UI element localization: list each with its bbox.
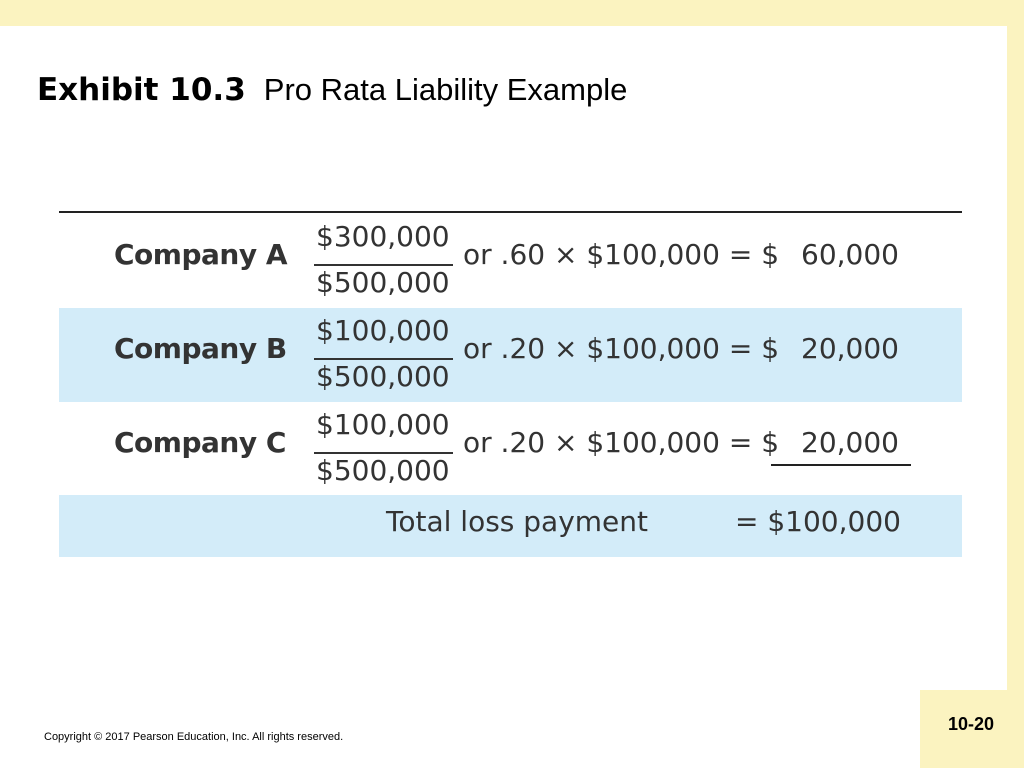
sum-underline — [771, 464, 911, 466]
fraction-denominator: $500,000 — [316, 360, 450, 393]
table-row-company-c — [59, 402, 962, 495]
fraction-numerator: $100,000 — [316, 314, 450, 347]
table-row-total — [59, 495, 962, 557]
company-name: Company A — [114, 238, 288, 271]
result-value: 20,000 — [801, 426, 899, 459]
table-row-company-b — [59, 308, 962, 402]
table-top-rule — [59, 211, 962, 213]
fraction-denominator: $500,000 — [316, 454, 450, 487]
result-value: 20,000 — [801, 332, 899, 365]
fraction-denominator: $500,000 — [316, 266, 450, 299]
company-name: Company C — [114, 426, 286, 459]
table-row-company-a — [59, 214, 962, 308]
equation: or .60 × $100,000 = $ — [463, 238, 780, 271]
fraction-numerator: $100,000 — [316, 408, 450, 441]
equation: or .20 × $100,000 = $ — [463, 426, 780, 459]
exhibit-title: Pro Rata Liability Example — [263, 72, 628, 107]
exhibit-label: Exhibit 10.3 — [37, 72, 246, 108]
copyright-notice: Copyright © 2017 Pearson Education, Inc. All rights reserved. — [44, 731, 344, 743]
total-value: = $100,000 — [735, 505, 901, 538]
top-color-band — [0, 0, 1024, 26]
result-value: 60,000 — [801, 238, 899, 271]
company-name: Company B — [114, 332, 287, 365]
equation: or .20 × $100,000 = $ — [463, 332, 780, 365]
total-label: Total loss payment — [386, 505, 649, 538]
slide-title — [37, 72, 627, 108]
page-number: 10-20 — [947, 714, 995, 734]
right-color-band — [1007, 0, 1024, 768]
fraction-numerator: $300,000 — [316, 220, 450, 253]
